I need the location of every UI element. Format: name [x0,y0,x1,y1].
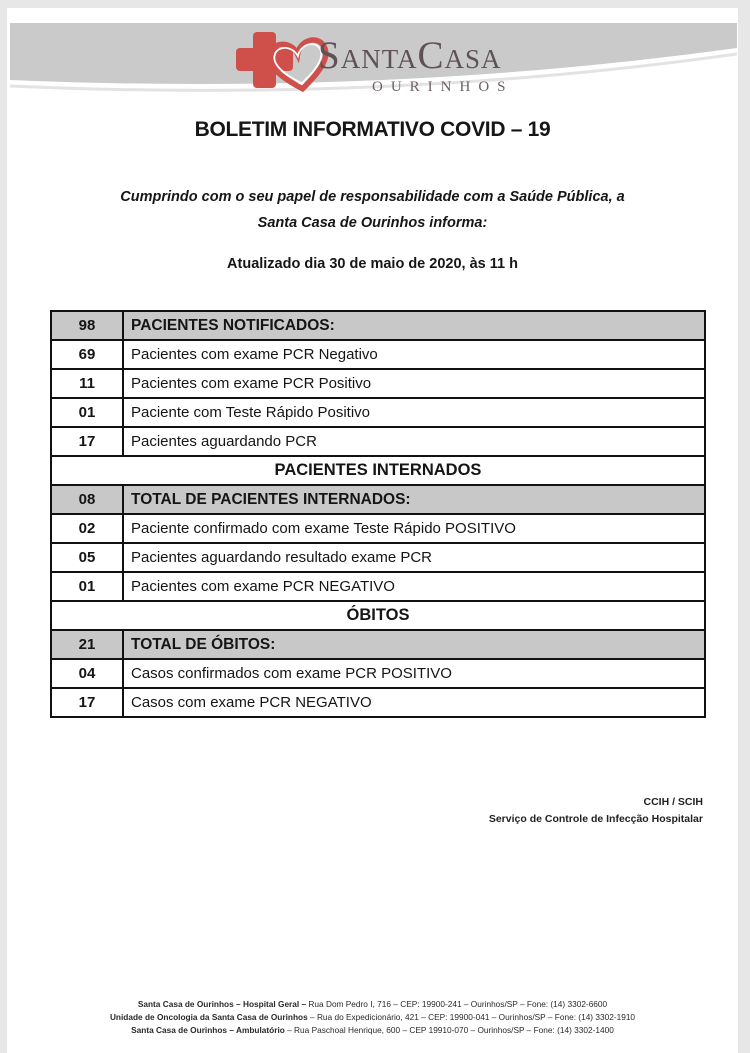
footer-line-rest: – Rua do Expedicionário, 421 – CEP: 19900-041 – Ourinhos/SP – Fone: (14) 3302-1910 [307,1012,636,1022]
footer-line [7,998,738,1011]
value-cell: 21 [51,630,123,659]
table-row-total-notified [51,311,705,340]
section-header-cell: ÓBITOS [51,601,705,630]
bulletin-title: BOLETIM INFORMATIVO COVID – 19 [194,118,551,141]
document-page [7,8,738,1053]
table-row [51,369,705,398]
value-cell: 17 [51,688,123,717]
value-cell: 02 [51,514,123,543]
updated-date: Atualizado dia 30 de maio de 2020, às 11 h [227,256,518,272]
covid-statistics-table [50,310,706,718]
footer-line [7,1024,738,1037]
table-row-total-obitos [51,630,705,659]
label-cell: Pacientes com exame PCR Positivo [123,369,705,398]
brand-subtitle: OURINHOS [372,79,514,95]
label-cell: Pacientes com exame PCR NEGATIVO [123,572,705,601]
signature-line-1: CCIH / SCIH [643,796,703,808]
brand-letter: S [318,34,341,77]
brand-letters: ASA [444,44,502,74]
brand-name [318,33,502,78]
value-cell: 08 [51,485,123,514]
brand-letters: ANTA [340,44,418,74]
label-cell: TOTAL DE PACIENTES INTERNADOS: [123,485,705,514]
brand-letter: C [417,34,445,77]
table-row-total-internados [51,485,705,514]
label-cell: Pacientes com exame PCR Negativo [123,340,705,369]
label-cell: Paciente confirmado com exame Teste Rápido POSITIVO [123,514,705,543]
label-cell: Pacientes aguardando resultado exame PCR [123,543,705,572]
table-row [51,340,705,369]
section-row-obitos [51,601,705,630]
table-row [51,688,705,717]
footer-line [7,1011,738,1024]
label-cell: TOTAL DE ÓBITOS: [123,630,705,659]
table-row [51,543,705,572]
footer-line-bold: Unidade de Oncologia da Santa Casa de Ourinhos [109,1012,308,1022]
footer-line-rest: Rua Dom Pedro I, 716 – CEP: 19900-241 – Ourinhos/SP – Fone: (14) 3302-6600 [306,999,608,1009]
intro-line-2: Santa Casa de Ourinhos informa: [257,215,488,231]
footer-addresses [7,998,738,1037]
label-cell: Pacientes aguardando PCR [123,427,705,456]
section-row-internados [51,456,705,485]
signature-line-2: Serviço de Controle de Infecção Hospitalar [488,813,703,825]
value-cell: 05 [51,543,123,572]
value-cell: 69 [51,340,123,369]
table-row [51,572,705,601]
footer-line-bold: Santa Casa de Ourinhos – Ambulatório [131,1025,285,1035]
value-cell: 01 [51,572,123,601]
header-banner [10,23,737,101]
signature-block [489,794,703,828]
table-row [51,427,705,456]
value-cell: 01 [51,398,123,427]
value-cell: 17 [51,427,123,456]
value-cell: 11 [51,369,123,398]
table-row [51,398,705,427]
value-cell: 04 [51,659,123,688]
label-cell: PACIENTES NOTIFICADOS: [123,311,705,340]
label-cell: Casos com exame PCR NEGATIVO [123,688,705,717]
intro-text [7,184,738,236]
footer-line-rest: – Rua Paschoal Henrique, 600 – CEP 19910-070 – Ourinhos/SP – Fone: (14) 3302-1400 [284,1025,614,1035]
table-row [51,514,705,543]
section-header-cell: PACIENTES INTERNADOS [51,456,705,485]
footer-line-bold: Santa Casa de Ourinhos – Hospital Geral – [137,999,307,1009]
table-row [51,659,705,688]
label-cell: Casos confirmados com exame PCR POSITIVO [123,659,705,688]
intro-line-1: Cumprindo com o seu papel de responsabilidade com a Saúde Pública, a [120,189,625,205]
label-cell: Paciente com Teste Rápido Positivo [123,398,705,427]
value-cell: 98 [51,311,123,340]
